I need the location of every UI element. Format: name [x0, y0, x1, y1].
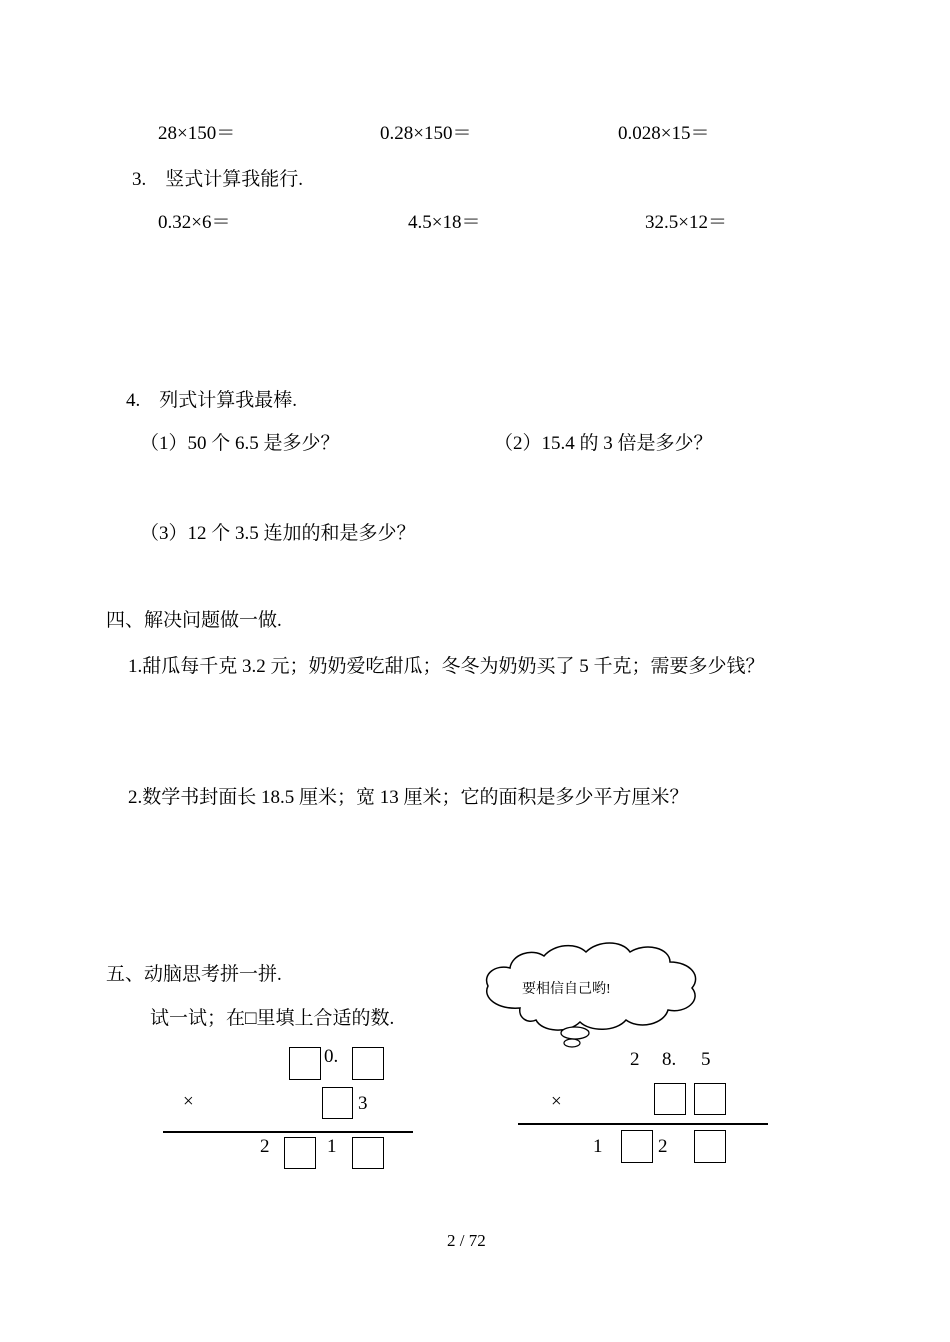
times-sign: ×	[183, 1091, 194, 1112]
part4-problem-1: 1.甜瓜每千克 3.2 元；奶奶爱吃甜瓜；冬冬为奶奶买了 5 千克；需要多少钱？	[128, 656, 765, 677]
section4-heading: 4. 列式计算我最棒.	[126, 390, 298, 411]
part4-title: 四、解决问题做一做.	[106, 610, 282, 631]
calculation-line	[518, 1123, 768, 1125]
calculation-line	[163, 1131, 413, 1133]
section4-question-2: （2）15.4 的 3 倍是多少？	[494, 433, 713, 454]
section4-question-1: （1）50 个 6.5 是多少？	[140, 433, 340, 454]
times-sign: ×	[551, 1091, 562, 1112]
part5-instruction: 试一试；在□里填上合适的数.	[150, 1008, 395, 1029]
part5-title: 五、动脑思考拼一拼.	[106, 964, 282, 985]
puzzle-left-result-digit: 2	[260, 1136, 270, 1157]
bubble-text: 要相信自己哟!	[522, 982, 611, 997]
oral-item-3: 0.028×15＝	[618, 123, 710, 144]
blank-box[interactable]	[284, 1137, 316, 1169]
puzzle-right-top-digit: 2	[630, 1049, 640, 1070]
blank-box[interactable]	[694, 1130, 726, 1163]
blank-box[interactable]	[352, 1047, 384, 1080]
blank-box[interactable]	[694, 1083, 726, 1115]
section3-heading: 3. 竖式计算我能行.	[132, 169, 304, 190]
blank-box[interactable]	[654, 1083, 686, 1115]
oral-item-1: 28×150＝	[158, 123, 236, 144]
puzzle-left-result-digit: 1	[327, 1136, 337, 1157]
blank-box[interactable]	[322, 1087, 353, 1119]
puzzle-left-top-digit: 0.	[324, 1046, 339, 1067]
puzzle-right-result-digit: 2	[658, 1136, 668, 1157]
blank-box[interactable]	[352, 1137, 384, 1169]
vertical-item-2: 4.5×18＝	[408, 212, 481, 233]
page-number: 2 / 72	[447, 1231, 486, 1250]
part4-problem-2: 2.数学书封面长 18.5 厘米；宽 13 厘米；它的面积是多少平方厘米？	[128, 787, 689, 808]
puzzle-right-result-digit: 1	[593, 1136, 603, 1157]
puzzle-left-mult-digit: 3	[358, 1093, 368, 1114]
blank-box[interactable]	[621, 1130, 653, 1163]
vertical-item-3: 32.5×12＝	[645, 212, 727, 233]
blank-box[interactable]	[289, 1047, 321, 1080]
oral-item-2: 0.28×150＝	[380, 123, 472, 144]
puzzle-right-top-digit: 8.	[662, 1049, 677, 1070]
puzzle-right-top-digit: 5	[701, 1049, 711, 1070]
vertical-item-1: 0.32×6＝	[158, 212, 231, 233]
section4-question-3: （3）12 个 3.5 连加的和是多少？	[140, 523, 416, 544]
